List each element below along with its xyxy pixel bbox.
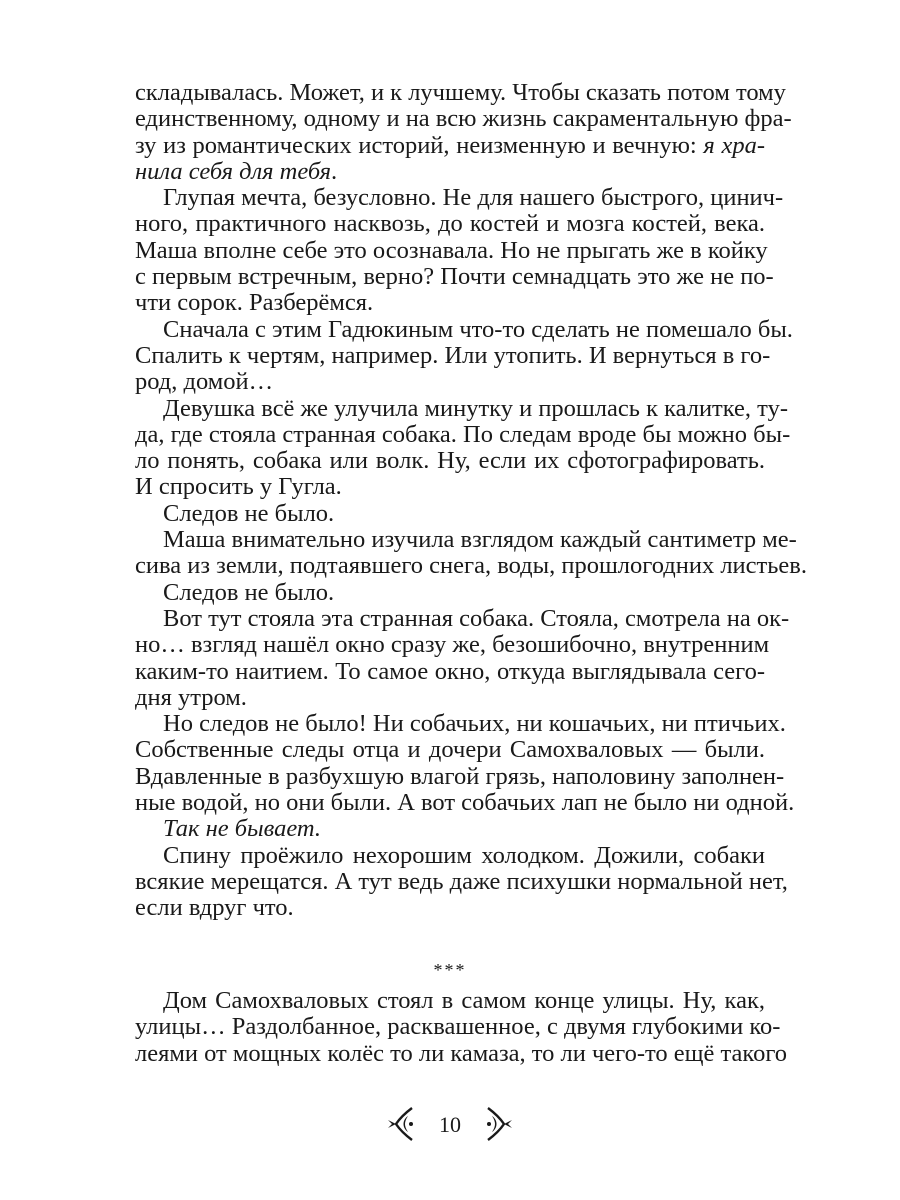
italic-span: нила себя для тебя (135, 157, 332, 185)
text-line: род, домой… (135, 368, 274, 396)
text-line: Маша вполне себе это осознавала. Но не прыгать же в койку (135, 236, 768, 264)
text-line: Вот тут стояла эта странная собака. Стояла, смотрела на ок- (163, 604, 790, 632)
italic-span: я хра- (703, 131, 765, 159)
text-line: дня утром. (135, 683, 247, 711)
page-footer (0, 1104, 900, 1144)
text-span: . (331, 157, 338, 185)
text-line: Следов не было. (163, 578, 335, 606)
text-line: Глупая мечта, безусловно. Не для нашего быстрого, цинич- (163, 184, 784, 212)
text-line: Сначала с этим Гадюкиным что-то сделать не помешало бы. (163, 315, 793, 343)
floral-ornament-icon (484, 1106, 514, 1147)
text-line: улицы… Раздолбанное, расквашенное, с двумя глубокими ко- (135, 1013, 781, 1041)
text-line: Спалить к чертям, например. Или утопить. И вернуться в го- (135, 341, 771, 369)
text-block-main (135, 79, 807, 922)
text-line (135, 133, 765, 159)
text-line: складывалась. Может, и к лучшему. Чтобы сказать потом тому (135, 79, 786, 106)
text-line: И спросить у Гугла. (135, 473, 342, 501)
text-block-after-separator (135, 987, 788, 1067)
text-line: Дом Самохваловых стоял в самом конце улицы. Ну, как, (163, 987, 765, 1014)
text-line: с первым встречным, верно? Почти семнадцать это же не по- (135, 263, 774, 291)
text-span: зу из романтических историй, неизменную и вечную: (135, 131, 704, 159)
text-line: ного, практичного насквозь, до костей и мозга костей, века. (135, 210, 765, 238)
text-line: Маша внимательно изучила взглядом каждый сантиметр ме- (163, 526, 797, 554)
page-number: 10 (439, 1112, 461, 1137)
text-line: но… взгляд нашёл окно сразу же, безошибочно, внутренним (135, 631, 770, 659)
text-line (135, 159, 765, 185)
text-line: Но следов не было! Ни собачьих, ни кошачьих, ни птичьих. (163, 710, 786, 738)
text-line: Так не бывает. (163, 815, 322, 843)
text-line: каким-то наитием. То самое окно, откуда выглядывала сего- (135, 657, 765, 685)
text-line: ные водой, но они были. А вот собачьих лап не было ни одной. (135, 789, 795, 817)
text-line: Вдавленные в разбухшую влагой грязь, наполовину заполнен- (135, 762, 785, 790)
text-line: если вдруг что. (135, 894, 294, 922)
floral-ornament-icon (386, 1106, 416, 1147)
text-line: Спину проёжило нехорошим холодком. Дожили, собаки (163, 841, 765, 869)
text-line: единственному, одному и на всю жизнь сакраментальную фра- (135, 105, 792, 133)
text-line: чти сорок. Разберёмся. (135, 289, 374, 317)
text-line: леями от мощных колёс то ли камаза, то ли чего-то ещё такого (135, 1039, 788, 1067)
text-line: сива из земли, подтаявшего снега, воды, прошлогодних листьев. (135, 552, 807, 580)
section-separator: *** (433, 960, 467, 980)
text-line: Собственные следы отца и дочери Самохваловых — были. (135, 736, 765, 764)
text-line: всякие мерещатся. А тут ведь даже психушки нормальной нет, (135, 867, 788, 895)
text-line: ло понять, собака или волк. Ну, если их сфотографировать. (135, 447, 765, 475)
text-line: да, где стояла странная собака. По следам вроде бы можно бы- (135, 420, 791, 448)
text-line: Девушка всё же улучила минутку и прошлась к калитке, ту- (163, 394, 788, 422)
text-line: Следов не было. (163, 499, 335, 527)
